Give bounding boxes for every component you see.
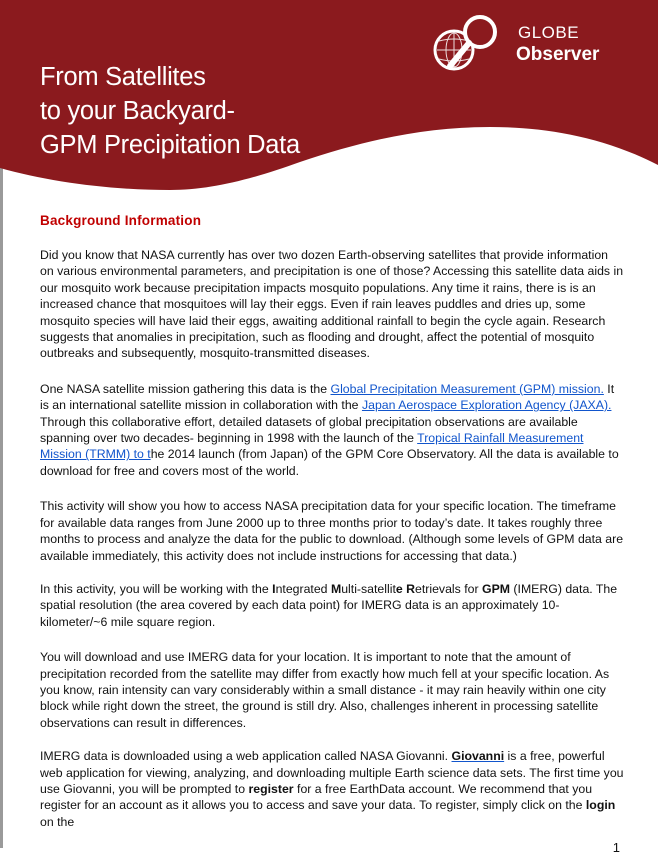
header-banner bbox=[0, 0, 658, 200]
globe-observer-logo bbox=[430, 10, 650, 70]
text: In this activity, you will be working with the bbox=[40, 581, 273, 596]
title-line-1: From Satellites bbox=[40, 63, 206, 91]
text: Through this collaborative effort, detailed datasets of global precipitation observations are available spanning over two decades- beginning in 1998 with the launch of the bbox=[40, 414, 578, 446]
text: One NASA satellite mission gathering this data is the bbox=[40, 381, 331, 396]
document-body bbox=[40, 212, 625, 830]
logo-text-observer: Observer bbox=[516, 44, 600, 65]
text: It is an international satellite mission in collaboration with the bbox=[40, 381, 615, 413]
bold-text: login bbox=[585, 798, 616, 813]
bold-text: M bbox=[330, 581, 342, 596]
text: he 2014 launch (from Japan) of the GPM Core Observatory. All the data is available to download for free and covers most of the world. bbox=[40, 447, 619, 478]
text: is a free, powerful web application for viewing, analyzing, and downloading multiple Earth science data sets. The first time you use Giovanni, you will be prompted to bbox=[40, 749, 624, 796]
paragraph-intro: Did you know that NASA currently has over two dozen Earth-observing satellites that provide information on various environmental parameters, and precipitation is one of those? Accessing this satellite data aids in our mosquito work because precipitation impacts mosquito populations. Any time it rains, there is is an increased chance that mosquitoes will lay their eggs. Even if rain leaves puddles and dries up, some mosquito species will have laid their eggs, awaiting additional rainfall to begin the cycle again. Research suggests that anomalies in precipitation, such as flooding and drought, affect the potential of mosquito outbreaks and subsequently, mosquito-transmitted diseases. bbox=[40, 248, 624, 361]
bold-text: GPM bbox=[482, 581, 511, 596]
paragraph-giovanni bbox=[40, 748, 625, 830]
title-line-2: to your Backyard- bbox=[40, 97, 235, 125]
text: (IMERG) data. The spatial resolution (the area covered by each data point) for IMERG data is an approximately 10-kilometer/~6 mile square region. bbox=[40, 581, 618, 629]
paragraph-data-accuracy: You will download and use IMERG data for your location. It is important to note that the amount of precipitation recorded from the satellite may differ from exactly how much fell at your specific location. As you know, rain intensity can vary considerably within a small distance - it may rain heavily within one city block while right down the street, the ground is still dry. Also, challenges inherent in processing satellite observations can result in differences. bbox=[40, 650, 610, 730]
globe-magnifier-icon bbox=[430, 10, 514, 76]
link-jaxa[interactable]: Japan Aerospace Exploration Agency (JAXA). bbox=[361, 398, 612, 413]
paragraph-activity-overview: This activity will show you how to access NASA precipitation data for your specific location. The timeframe for available data ranges from June 2000 up to three months prior to today’s date. It takes roughly three months to process and analyze the data for the public to download. (Although some levels of GPM data are available immediately, this activity does not include instructions for accessing that data.) bbox=[40, 499, 624, 563]
link-trmm[interactable]: Tropical Rainfall Measurement Mission (TRMM) to t bbox=[40, 431, 584, 462]
page-number: 1 bbox=[612, 840, 620, 855]
section-heading: Background Information bbox=[40, 213, 202, 228]
paragraph-gpm-mission bbox=[40, 381, 625, 479]
link-giovanni[interactable]: Giovanni bbox=[451, 749, 505, 764]
text: on the bbox=[40, 814, 75, 829]
text: ulti-satellit bbox=[341, 581, 396, 596]
bold-text: I bbox=[272, 581, 276, 596]
text: IMERG data is downloaded using a web application called NASA Giovanni. bbox=[40, 749, 452, 764]
bold-text: register bbox=[248, 781, 294, 796]
text: for a free EarthData account. We recommend that you register for an account as it allows you to access and save your data. To register, simply click on the bbox=[40, 781, 593, 813]
bold-text: e R bbox=[395, 581, 416, 596]
paragraph-imerg bbox=[40, 581, 625, 630]
text: etrievals for bbox=[415, 581, 482, 596]
text: ntegrated bbox=[275, 581, 331, 596]
logo-text-globe: GLOBE bbox=[518, 23, 580, 42]
document-title bbox=[40, 60, 300, 162]
title-line-3: GPM Precipitation Data bbox=[40, 131, 300, 159]
link-gpm-mission[interactable]: Global Precipitation Measurement (GPM) mission. bbox=[330, 381, 604, 396]
